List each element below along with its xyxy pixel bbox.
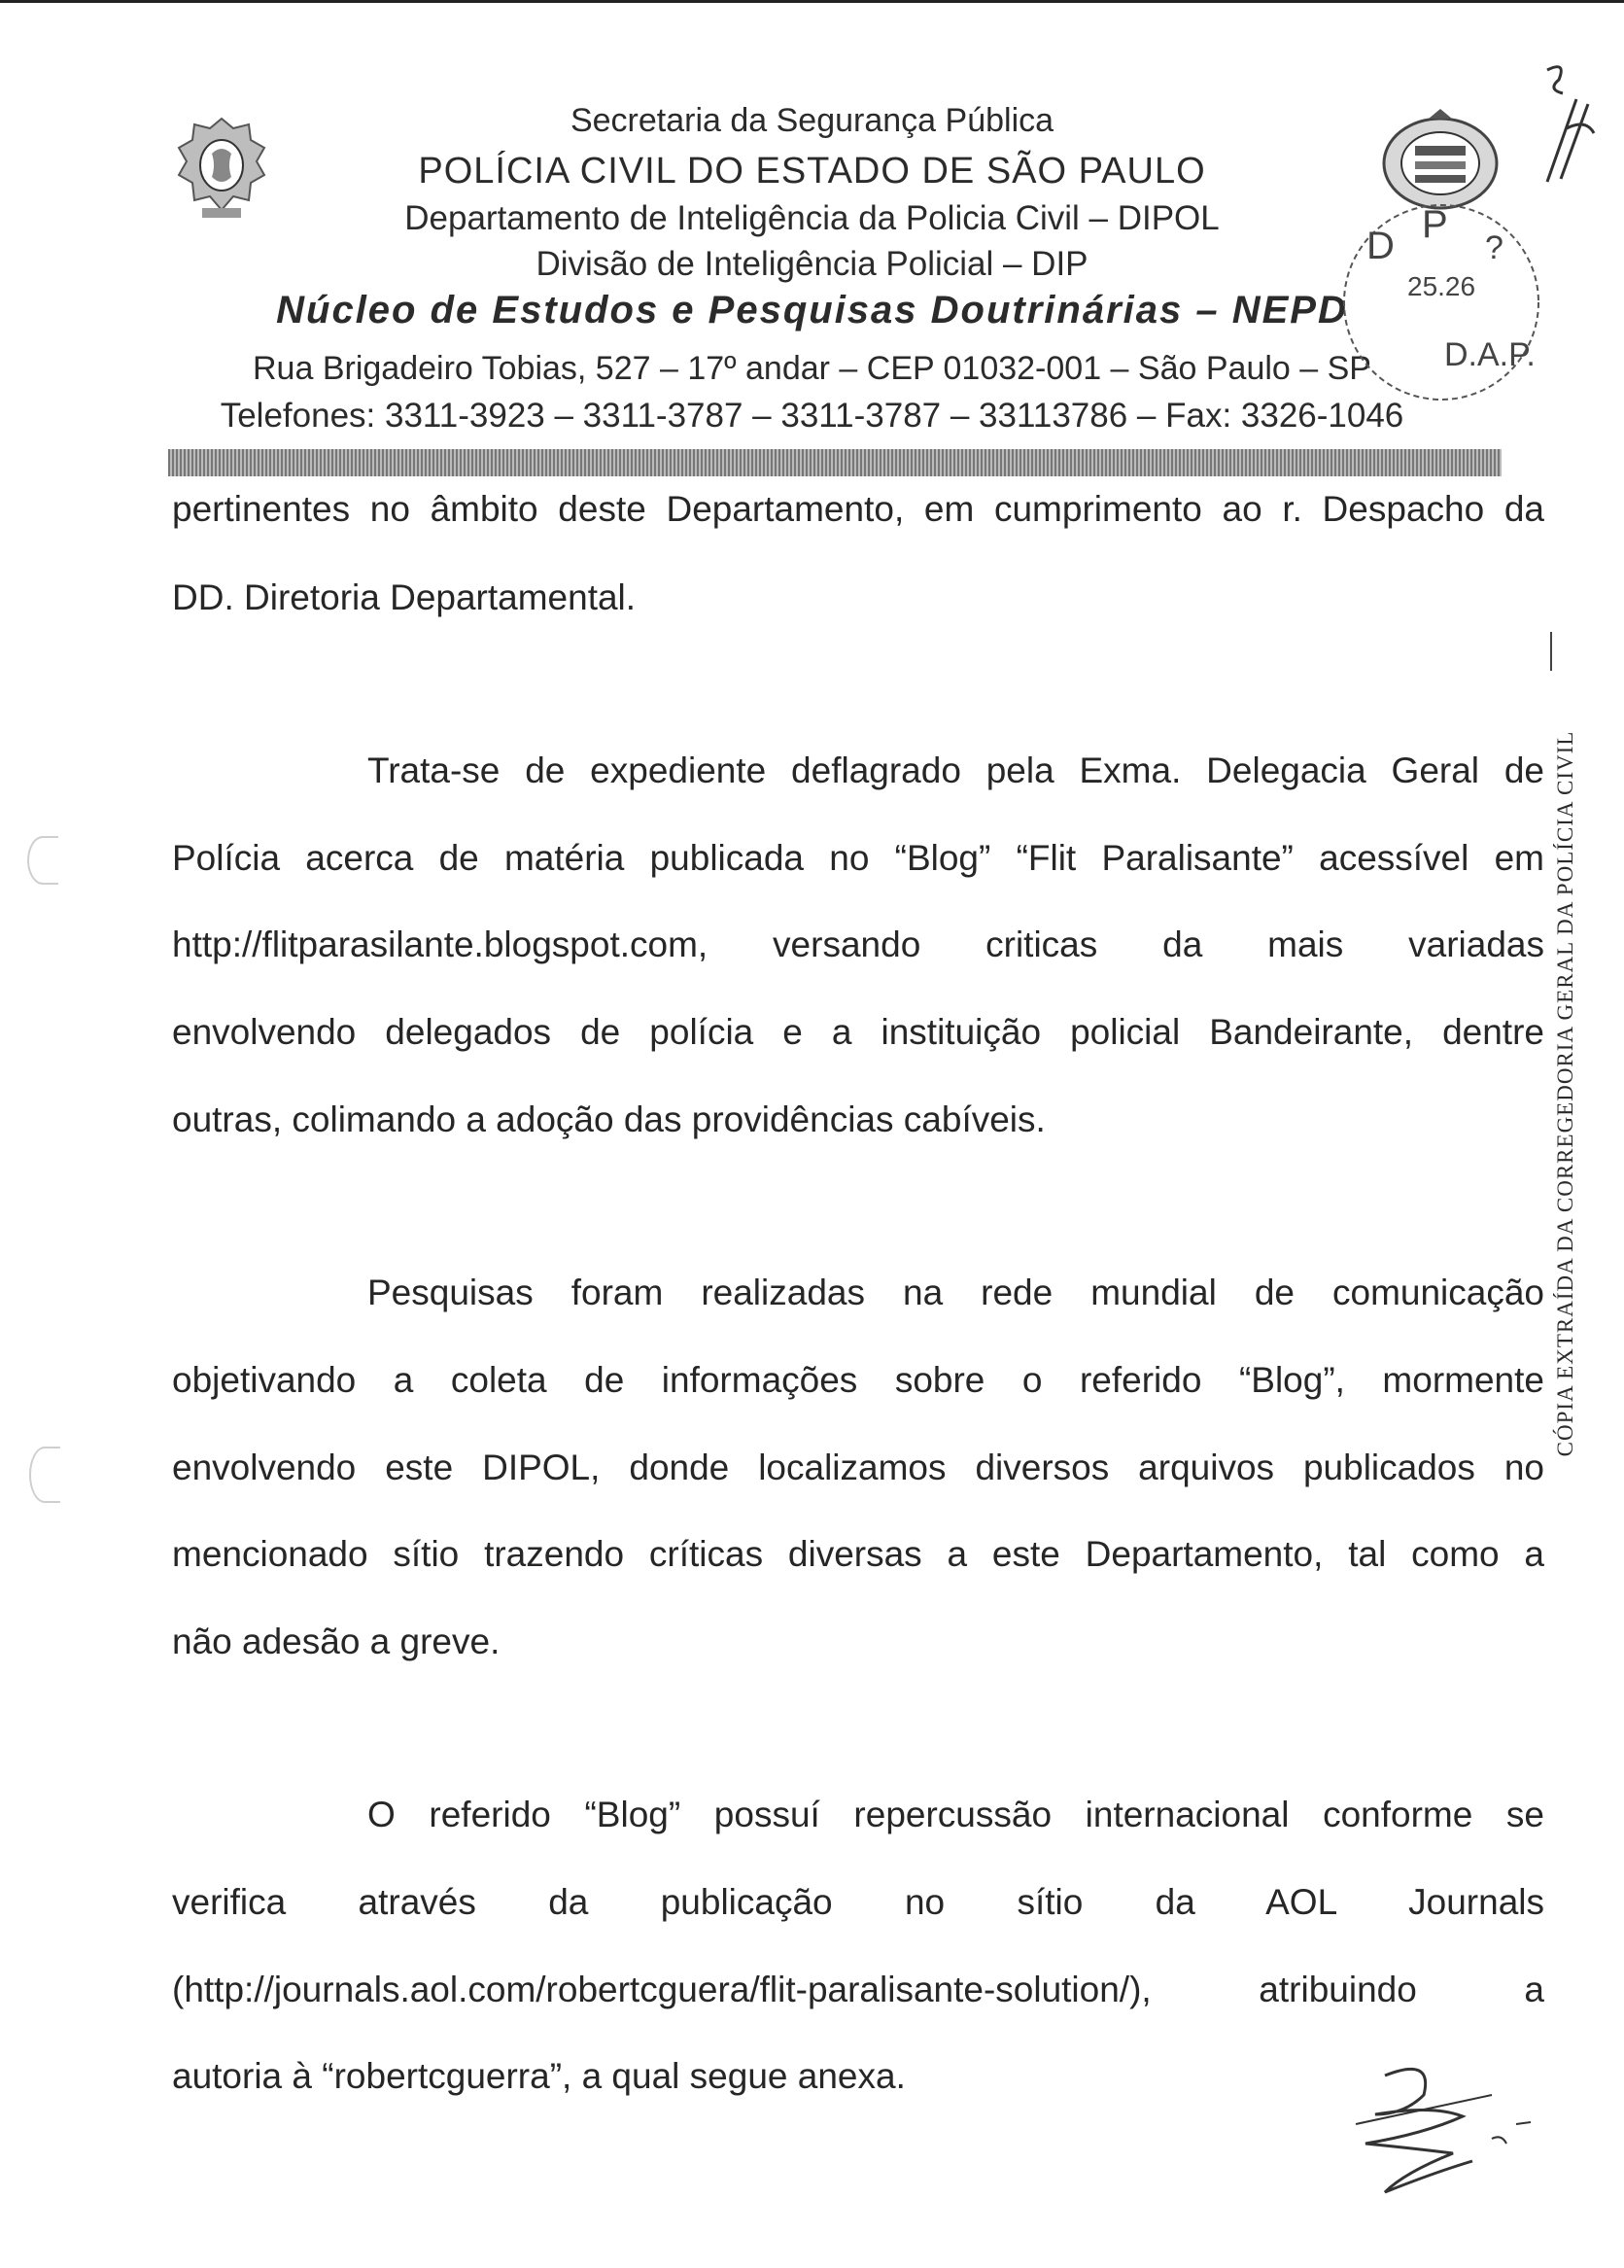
paragraph-4-line-1: O referido “Blog” possuí repercussão internacional conforme se [367,1795,1544,1834]
svg-text:D: D [1366,225,1395,267]
paragraph-4-line-4: autoria à “robertcguerra”, a qual segue anexa. [172,2056,906,2096]
header-phones: Telefones: 3311-3923 – 3311-3787 – 3311-3787 – 33113786 – Fax: 3326-1046 [220,397,1404,435]
paragraph-3-line-5: não adesão a greve. [172,1622,501,1661]
signature-icon [1346,2056,1540,2202]
svg-text:D.A.P.: D.A.P. [1444,336,1536,373]
paragraph-3-line-2: objetivando a coleta de informações sobre o referido “Blog”, mormente [172,1360,1544,1400]
svg-text:?: ? [1485,229,1503,266]
header-departamento: Departamento de Inteligência da Policia Civil – DIPOL [404,199,1220,237]
paragraph-3-line-1: Pesquisas foram realizadas na rede mundial de comunicação [367,1273,1544,1312]
paragraph-2-line-5: outras, colimando a adoção das providências cabíveis. [172,1099,1046,1139]
svg-text:P: P [1422,203,1448,246]
paragraph-2-line-1: Trata-se de expediente deflagrado pela Exma. Delegacia Geral de [367,750,1544,790]
paragraph-1-line-2: DD. Diretoria Departamental. [172,577,637,617]
paragraph-3-line-4: mencionado sítio trazendo críticas diversas a este Departamento, tal como a [172,1534,1544,1574]
header-divisao: Divisão de Inteligência Policial – DIP [536,245,1088,283]
paragraph-4-line-3: (http://journals.aol.com/robertcguera/flit-paralisante-solution/), atribuindo a [172,1970,1544,2009]
svg-text:25.26: 25.26 [1407,271,1476,301]
paragraph-2-line-4: envolvendo delegados de polícia e a instituição policial Bandeirante, dentre [172,1012,1544,1052]
header-nucleo: Núcleo de Estudos e Pesquisas Doutrinárias – NEPD [276,289,1348,331]
paragraph-4-line-2: verifica através da publicação no sítio da AOL Journals [172,1882,1544,1922]
header-address: Rua Brigadeiro Tobias, 527 – 17º andar – CEP 01032-001 – São Paulo – SP [253,350,1371,387]
header-secretaria: Secretaria da Segurança Pública [570,102,1054,139]
copy-certification-label: CÓPIA EXTRAÍDA DA CORREGEDORIA GERAL DA POLÍCIA CIVIL [1553,730,1577,1457]
paragraph-2-line-3: http://flitparasilante.blogspot.com, versando criticas da mais variadas [172,925,1544,964]
paragraph-1-line-1: pertinentes no âmbito deste Departamento, em cumprimento ao r. Despacho da [172,489,1544,529]
header-policia-civil: POLÍCIA CIVIL DO ESTADO DE SÃO PAULO [418,151,1206,192]
paragraph-3-line-3: envolvendo este DIPOL, donde localizamos diversos arquivos publicados no [172,1448,1544,1487]
paragraph-2-line-2: Polícia acerca de matéria publicada no “Blog” “Flit Paralisante” acessível em [172,838,1544,878]
